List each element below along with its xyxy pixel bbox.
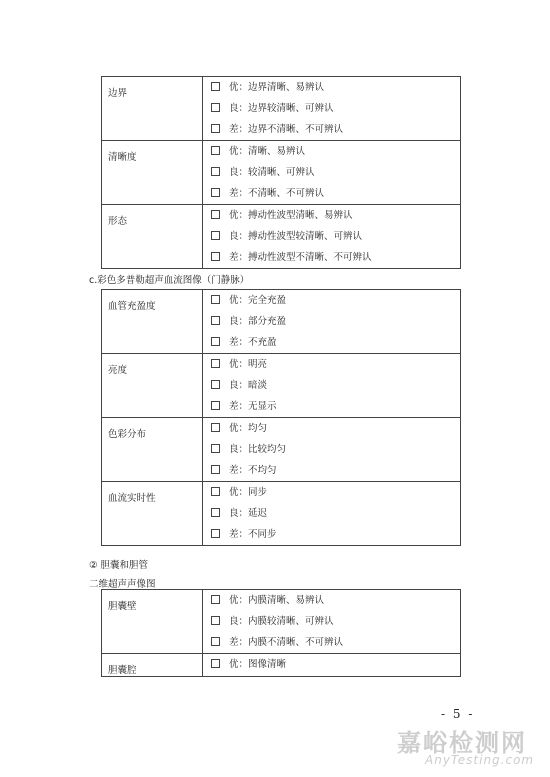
rating-option bbox=[203, 119, 460, 140]
rating-option bbox=[203, 141, 460, 162]
checkbox[interactable] bbox=[211, 188, 220, 197]
rating-option-label: 差：不均匀 bbox=[229, 465, 277, 476]
criterion-label: 亮度 bbox=[102, 354, 203, 418]
rating-option bbox=[203, 590, 460, 611]
checkbox[interactable] bbox=[211, 231, 220, 240]
rating-option bbox=[203, 460, 460, 481]
table-row bbox=[102, 290, 461, 354]
checkbox[interactable] bbox=[211, 637, 220, 646]
table-row bbox=[102, 418, 461, 482]
criterion-label: 血管充盈度 bbox=[102, 290, 203, 354]
rating-options bbox=[203, 590, 461, 654]
watermark-url: AnyTesting.com bbox=[425, 753, 535, 767]
rating-option-label: 优：图像清晰 bbox=[229, 659, 287, 670]
checkbox[interactable] bbox=[211, 103, 220, 112]
checkbox[interactable] bbox=[211, 124, 220, 133]
checkbox[interactable] bbox=[211, 595, 220, 604]
rating-option bbox=[203, 162, 460, 183]
rating-option bbox=[203, 247, 460, 268]
table-row bbox=[102, 590, 461, 654]
criterion-label: 清晰度 bbox=[102, 141, 203, 205]
evaluation-table-3 bbox=[101, 589, 461, 677]
rating-option-label: 良：延迟 bbox=[229, 508, 268, 519]
section-heading-2d-ultrasound: 二维超声声像图 bbox=[89, 579, 156, 590]
rating-option-label: 差：边界不清晰、不可辨认 bbox=[229, 124, 344, 135]
rating-option-label: 良：内膜较清晰、可辨认 bbox=[229, 616, 334, 627]
rating-option bbox=[203, 332, 460, 353]
rating-options bbox=[203, 418, 461, 482]
table-row bbox=[102, 205, 461, 269]
checkbox[interactable] bbox=[211, 210, 220, 219]
rating-option bbox=[203, 205, 460, 226]
rating-options bbox=[203, 141, 461, 205]
criterion-label: 胆囊壁 bbox=[102, 590, 203, 654]
rating-option-label: 优：内膜清晰、易辨认 bbox=[229, 595, 325, 606]
rating-option bbox=[203, 375, 460, 396]
checkbox[interactable] bbox=[211, 252, 220, 261]
rating-option bbox=[203, 611, 460, 632]
rating-option bbox=[203, 439, 460, 460]
rating-option-label: 良：部分充盈 bbox=[229, 316, 287, 327]
rating-option-label: 优：清晰、易辨认 bbox=[229, 146, 306, 157]
rating-option bbox=[203, 503, 460, 524]
rating-options bbox=[203, 205, 461, 269]
table-row bbox=[102, 141, 461, 205]
checkbox[interactable] bbox=[211, 529, 220, 538]
evaluation-table-1 bbox=[101, 76, 461, 269]
rating-option-label: 良：搏动性波型较清晰、可辨认 bbox=[229, 231, 363, 242]
rating-option bbox=[203, 98, 460, 119]
rating-option-label: 优：边界清晰、易辨认 bbox=[229, 82, 325, 93]
rating-options bbox=[203, 482, 461, 546]
rating-options bbox=[203, 290, 461, 354]
rating-option-label: 良：比较均匀 bbox=[229, 444, 287, 455]
rating-option bbox=[203, 226, 460, 247]
criterion-label: 形态 bbox=[102, 205, 203, 269]
rating-option bbox=[203, 396, 460, 417]
rating-option bbox=[203, 77, 460, 98]
checkbox[interactable] bbox=[211, 380, 220, 389]
checkbox[interactable] bbox=[211, 295, 220, 304]
rating-option-label: 差：不充盈 bbox=[229, 337, 277, 348]
rating-option bbox=[203, 482, 460, 503]
rating-option-label: 良：暗淡 bbox=[229, 380, 268, 391]
checkbox[interactable] bbox=[211, 167, 220, 176]
rating-option-label: 优：明亮 bbox=[229, 359, 268, 370]
rating-option bbox=[203, 290, 460, 311]
rating-options bbox=[203, 354, 461, 418]
checkbox[interactable] bbox=[211, 423, 220, 432]
checkbox[interactable] bbox=[211, 401, 220, 410]
rating-option-label: 差：不清晰、不可辨认 bbox=[229, 188, 325, 199]
checkbox[interactable] bbox=[211, 444, 220, 453]
checkbox[interactable] bbox=[211, 659, 220, 668]
rating-option-label: 优：均匀 bbox=[229, 423, 268, 434]
checkbox[interactable] bbox=[211, 508, 220, 517]
checkbox[interactable] bbox=[211, 337, 220, 346]
rating-option bbox=[203, 524, 460, 545]
rating-option-label: 良：边界较清晰、可辨认 bbox=[229, 103, 334, 114]
rating-option-label: 优：同步 bbox=[229, 487, 268, 498]
rating-option-label: 良：较清晰、可辨认 bbox=[229, 167, 315, 178]
checkbox[interactable] bbox=[211, 487, 220, 496]
checkbox[interactable] bbox=[211, 316, 220, 325]
rating-options bbox=[203, 77, 461, 141]
checkbox[interactable] bbox=[211, 465, 220, 474]
rating-option bbox=[203, 418, 460, 439]
page-number: - 5 - bbox=[441, 707, 475, 721]
checkbox[interactable] bbox=[211, 359, 220, 368]
criterion-label: 胆囊腔 bbox=[102, 654, 203, 677]
criterion-label: 血流实时性 bbox=[102, 482, 203, 546]
checkbox[interactable] bbox=[211, 146, 220, 155]
criterion-label: 边界 bbox=[102, 77, 203, 141]
criterion-label: 色彩分布 bbox=[102, 418, 203, 482]
rating-option-label: 差：不同步 bbox=[229, 529, 277, 540]
table-row bbox=[102, 482, 461, 546]
checkbox[interactable] bbox=[211, 82, 220, 91]
section-heading-color-doppler: c.彩色多普勒超声血流图像（门静脉） bbox=[89, 275, 250, 286]
rating-option bbox=[203, 183, 460, 204]
table-row bbox=[102, 654, 461, 677]
checkbox[interactable] bbox=[211, 616, 220, 625]
rating-option bbox=[203, 654, 460, 675]
rating-option bbox=[203, 311, 460, 332]
rating-option-label: 差：无显示 bbox=[229, 401, 277, 412]
rating-option-label: 差：搏动性波型不清晰、不可辨认 bbox=[229, 252, 372, 263]
table-row bbox=[102, 77, 461, 141]
section-heading-gallbladder: ② 胆囊和胆管 bbox=[89, 560, 149, 571]
rating-option-label: 差：内膜不清晰、不可辨认 bbox=[229, 637, 344, 648]
rating-options bbox=[203, 654, 461, 677]
rating-option bbox=[203, 632, 460, 653]
table-row bbox=[102, 354, 461, 418]
watermark-logo-text: 嘉峪检测网 bbox=[397, 729, 527, 757]
rating-option-label: 优：完全充盈 bbox=[229, 295, 287, 306]
evaluation-table-2 bbox=[101, 289, 461, 546]
rating-option-label: 优：搏动性波型清晰、易辨认 bbox=[229, 210, 353, 221]
rating-option bbox=[203, 354, 460, 375]
